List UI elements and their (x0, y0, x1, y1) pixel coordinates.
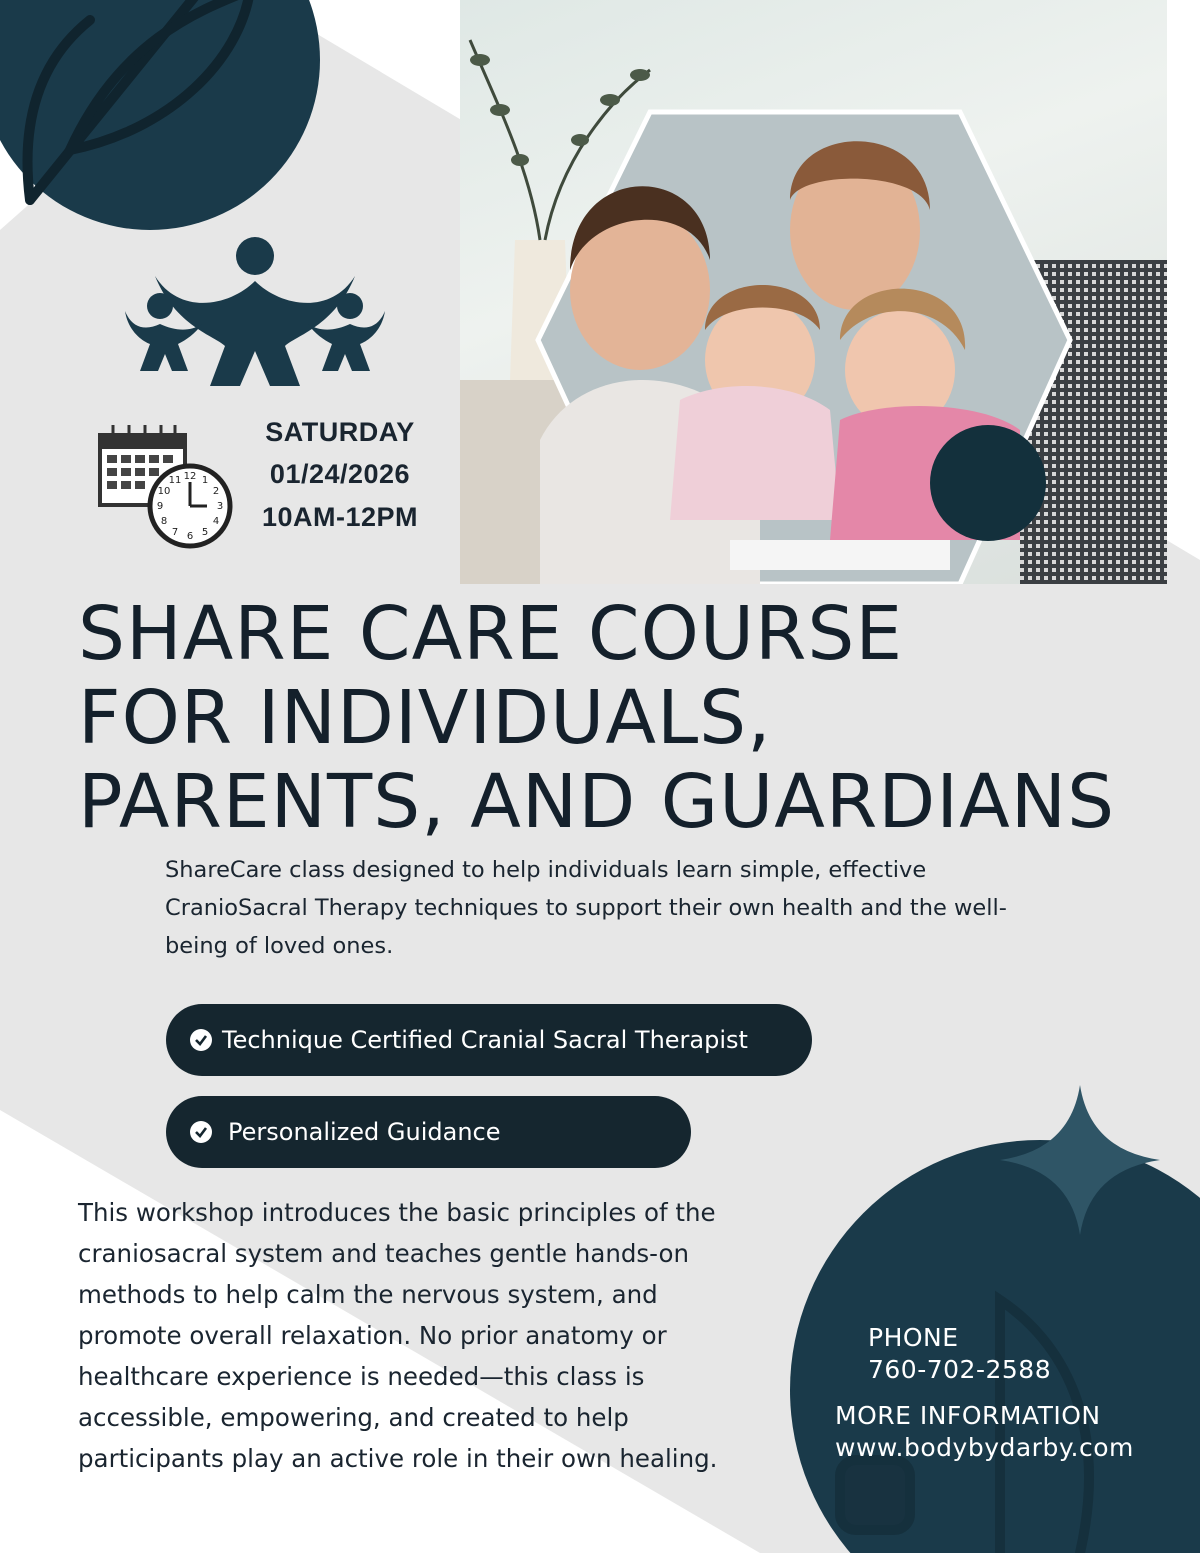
check-circle-icon (190, 1029, 212, 1051)
clock-numeral: 9 (156, 501, 164, 512)
title-line-3: PARENTS, AND GUARDIANS (78, 759, 1116, 845)
title-line-2: FOR INDIVIDUALS, (78, 675, 772, 761)
clock-numeral: 6 (186, 531, 194, 542)
feature-pill-certified (166, 1004, 812, 1076)
description-text: This workshop introduces the basic principles of the craniosacral system and teaches gentle hands-on methods to help calm the nervous system, and promote overall relaxation. No prior anatomy or healthcare experience is needed—this class is accessible, empowering, and created to help participants play an active role in their own healing. (78, 1198, 718, 1473)
feature-pill-guidance (166, 1096, 691, 1168)
feature-label: Personalized Guidance (228, 1118, 501, 1146)
family-logo-icon (120, 236, 390, 391)
clock-numeral: 7 (171, 527, 179, 538)
clock-numeral: 4 (212, 516, 220, 527)
event-date: 01/24/2026 (269, 459, 411, 489)
event-day: SATURDAY (265, 417, 415, 447)
feature-label: Technique Certified Cranial Sacral Therapist (222, 1026, 748, 1054)
accent-dot (930, 425, 1046, 541)
clock-numeral: 8 (160, 516, 168, 527)
clock-numeral: 12 (183, 471, 197, 482)
title-line-1: SHARE CARE COURSE (78, 591, 904, 677)
clock-numeral: 1 (201, 475, 209, 486)
clock-icon (150, 466, 230, 546)
page-title (78, 592, 1178, 844)
family-photo (460, 0, 1167, 584)
event-time: 10AM-12PM (261, 502, 419, 532)
intro-text: ShareCare class designed to help individuals learn simple, effective CranioSacral Therapy techniques to support their own health and the well-being of loved ones. (165, 857, 1007, 959)
clock-numeral: 3 (216, 501, 224, 512)
check-circle-icon (190, 1121, 212, 1143)
event-date-block (250, 417, 430, 544)
clock-numeral: 10 (157, 486, 171, 497)
website-link[interactable]: www.bodybydarby.com (835, 1433, 1134, 1462)
calendar-icon (95, 420, 240, 550)
info-label: MORE INFORMATION (835, 1401, 1101, 1430)
phone-label: PHONE (868, 1323, 959, 1352)
clock-numeral: 5 (201, 527, 209, 538)
phone-number[interactable]: 760-702-2588 (868, 1355, 1052, 1384)
clock-numeral: 11 (168, 475, 182, 486)
clock-numeral: 2 (212, 486, 220, 497)
